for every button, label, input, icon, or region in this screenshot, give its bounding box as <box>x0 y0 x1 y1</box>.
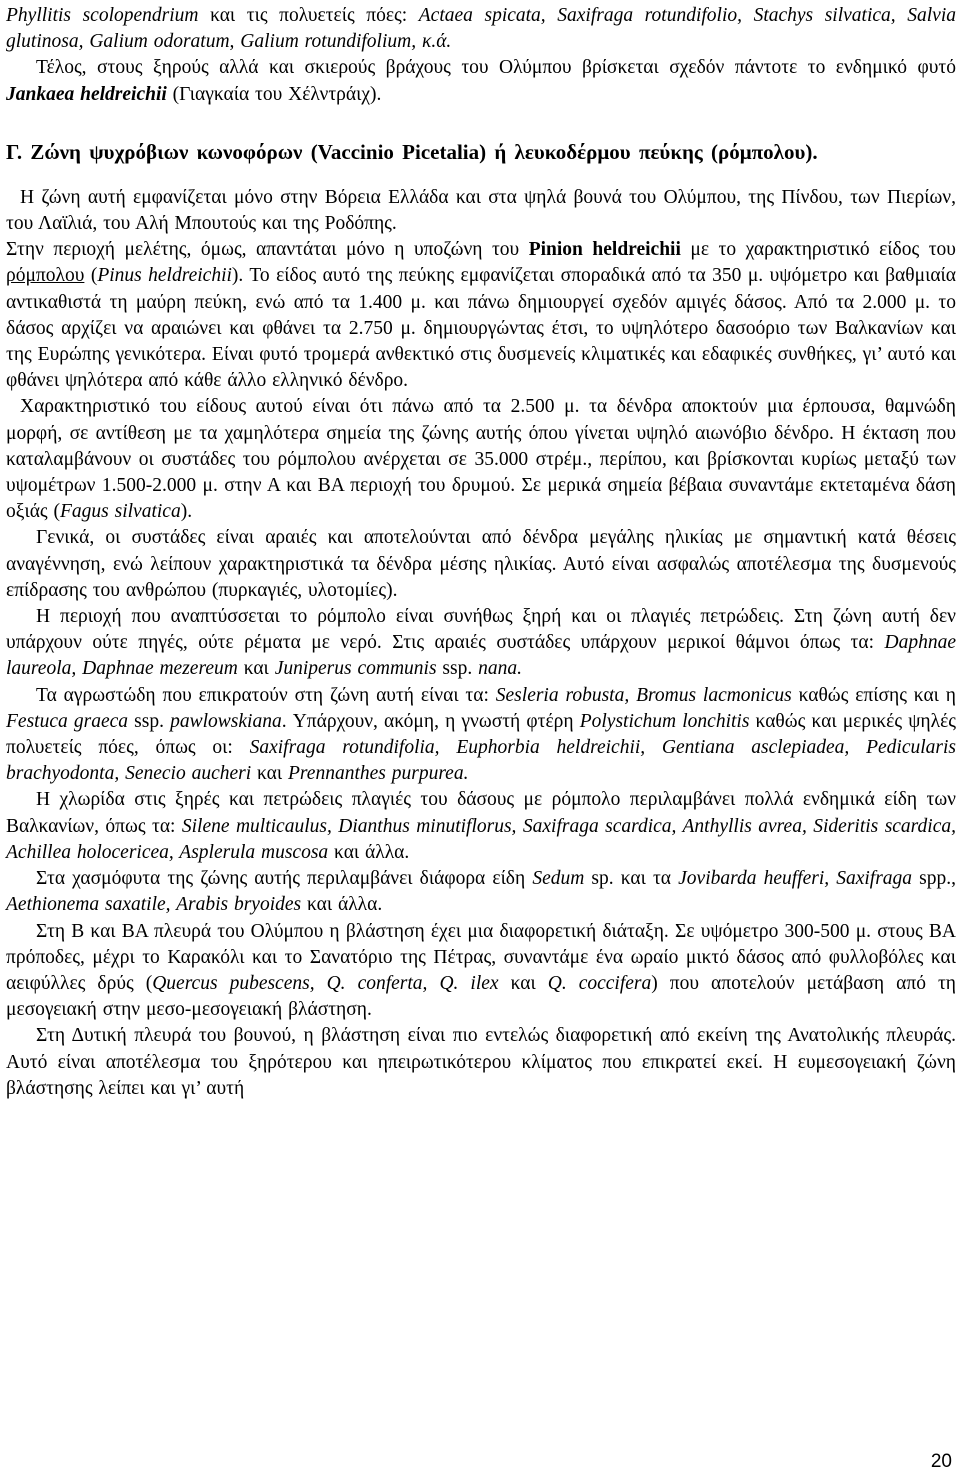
text-run: και <box>237 658 275 680</box>
text-run: ). Το είδος αυτό της πεύκης εμφανίζεται σποραδικά από τα 350 μ. υψόμετρο και βαθμιαία αντικαθιστά τη μαύρη πεύκη, ενώ από τα 1.400 μ. και πάνω δημιουργεί σχεδόν αμιγές δάσος. Από τα 2.000 μ. το δάσος αρχίζει να αραιώνει και φθάνει τα 2.750 μ. δημιουργώντας έτσι, το υψηλότερο δασοόριο των Βαλκανίων και της Ευρώπης γενικότερα. Είναι φυτό τρομερά ανθεκτικό στις δυσμενείς κλιματικές και εδαφικές συνθήκες, γι’ αυτό και φθάνει ψηλότερα από κάθε άλλο ελληνικό δένδρο. <box>6 265 956 392</box>
text-run: Τέλος, στους ξηρούς αλλά και σκιερούς βράχους του Ολύμπου βρίσκεται σχεδόν πάντοτε το ενδημικό φυτό <box>36 57 956 79</box>
species-name: Juniperus communis <box>274 658 437 680</box>
subzone-name: Pinion heldreichii <box>528 239 681 261</box>
text-run: . Υπάρχουν, ακόμη, η γνωστή φτέρη <box>281 710 580 732</box>
species-name: Q. coccifera <box>547 972 652 994</box>
text-run: ( <box>84 265 98 287</box>
page-number: 20 <box>930 1451 952 1472</box>
text-run: και άλλα. <box>301 894 383 916</box>
species-name: Fagus silvatica <box>60 501 181 523</box>
species-name: Phyllitis scolopendrium <box>6 5 199 26</box>
species-list: Aethionema saxatile, Arabis bryoides <box>6 894 302 916</box>
paragraph-stands: Γενικά, οι συστάδες είναι αραιές και αποτελούνται από δένδρα μεγάλης ηλικίας με σημαντική κατά θέσεις αναγέννηση, ενώ λείπουν χαρακτηριστικά τα δένδρα μέσης ηλικίας. Αυτό είναι ασφαλώς αποτέλεσμα της δυσμενούς επίδρασης του ανθρώπου (πυρκαγιές, υλοτομίες). <box>6 527 956 601</box>
paragraph-shrubs <box>6 604 956 683</box>
text-run: και τις πολυετείς πόες: <box>198 5 419 26</box>
text-run: spp., <box>912 868 957 890</box>
text-run: ) που αποτελούν μετάβαση από τη μεσογειακή στην μεσο-μεσογειακή βλάστηση. <box>6 972 956 1021</box>
text-run: Η περιοχή που αναπτύσσεται το ρόμπολο είναι συνήθως ξηρή και οι πλαγιές πετρώδεις. Στη ζώνη αυτή δεν υπάρχουν ούτε πηγές, ούτε ρέματα με νερό. Στις αραιές συστάδες υπάρχουν μερικοί θάμνοι όπως τα: <box>6 606 956 654</box>
species-list: Saxifraga rotundifolia, Euphorbia heldreichii, Gentiana asclepiadea, Pedicularis brachyodonta, Senecio aucheri <box>6 737 956 785</box>
paragraph-west-side: Στη Δυτική πλευρά του βουνού, η βλάστηση είναι πιο εντελώς διαφορετική από εκείνη της Ανατολικής πλευράς. Αυτό είναι αποτέλεσμα του ξηρότερου και ηπειρωτικότερου κλίματος που επικρατεί εκεί. Η ευμεσογειακή ζώνη βλάστησης λείπει και γι’ αυτή <box>6 1025 956 1099</box>
text-run: Η χλωρίδα στις ξηρές και πετρώδεις πλαγιές του δάσους με ρόμπολο περιλαμβάνει πολλά ενδημικά είδη των Βαλκανίων, όπως τα: <box>6 789 956 837</box>
text-run: sp. και τα <box>584 868 679 890</box>
text-run: και <box>498 972 548 994</box>
text-run: Χαρακτηριστικό του είδους αυτού είναι ότι πάνω από τα 2.500 μ. τα δένδρα αποκτούν μια έρπουσα, θαμνώδη μορφή, σε αντίθεση με τα χαμηλότερα σημεία της ζώνης αυτής όπου γίνεται υψηλό αιωνόβιο δένδρο. Η έκταση που καταλαμβάνουν οι συστάδες του ρόμπολου ανέρχεται σε 35.000 στρέμ., περίπου, και βρίσκονται κυρίως μεταξύ των υψομέτρων 1.500-2.000 μ. στην Α και ΒΑ περιοχή του δρυμού. Σε μερικά σημεία βέβαια συναντάμε εκτεταμένα δάση οξιάς ( <box>6 396 956 523</box>
species-list: Quercus pubescens, Q. conferta, Q. ilex <box>152 972 499 994</box>
text-run: ssp. <box>436 658 479 680</box>
text-run: (Γιαγκαία του Χέλντράιχ). <box>166 83 382 105</box>
species-list: Silene multicaulus, Dianthus minutiflorus, Saxifraga scardica, Anthyllis avrea, Sideritis scardica, Achillea holocericea, Asplerula muscosa <box>6 815 956 863</box>
text-run: με το χαρακτηριστικό είδος του <box>680 239 956 261</box>
paragraph-chasmophytes <box>6 866 956 918</box>
paragraph-north-side <box>6 919 956 1024</box>
species-name: Jankaea heldreichii <box>6 83 167 105</box>
paragraph-intro-species <box>6 3 956 55</box>
species-name: Sedum <box>532 868 585 890</box>
subspecies-name: nana. <box>478 658 522 680</box>
text-run: Στην περιοχή μελέτης, όμως, απαντάται μόνο η υποζώνη του <box>6 239 529 261</box>
subspecies-name: pawlowskiana <box>170 710 282 732</box>
text-run: Στη Β και ΒΑ πλευρά του Ολύμπου η βλάστηση έχει μια διαφορετική διάταξη. Σε υψόμετρο 300-500 μ. στους ΒΑ πρόποδες, μέχρι το Καρακόλι και το Σανατόριο της Πέτρας, συναντάμε ένα ωραίο μικτό δάσος από φυλλοβόλες και αειφύλλες δρύς ( <box>6 920 956 994</box>
text-run: ssp. <box>128 710 171 732</box>
species-name: Polystichum lonchitis <box>579 710 750 732</box>
species-list: Daphnae laureola, Daphnae mezereum <box>6 632 956 680</box>
text-run: καθώς επίσης και η <box>791 684 956 706</box>
text-run: και άλλα. <box>328 841 410 863</box>
text-run: ). <box>180 501 193 523</box>
paragraph-zone-description: Η ζώνη αυτή εμφανίζεται μόνο στην Βόρεια Ελλάδα και στα ψηλά βουνά του Ολύμπου, της Πίνδου, των Πιερίων, του Λαϊλιά, του Αλή Μπουτούς και της Ροδόπης. <box>6 186 956 235</box>
underlined-term: ρόμπολου <box>6 265 85 287</box>
paragraph-characteristic <box>6 394 956 525</box>
species-list: Sesleria robusta, Bromus lacmonicus <box>495 684 792 706</box>
paragraph-jankaea <box>6 55 956 107</box>
paragraph-flora <box>6 787 956 866</box>
paragraph-study-area <box>6 237 956 394</box>
species-list: Jovibarda heufferi, Saxifraga <box>678 868 913 890</box>
section-heading: Γ. Ζώνη ψυχρόβιων κωνοφόρων (Vaccinio Picetalia) ή λευκοδέρμου πεύκης (ρόμπολου). <box>6 139 818 164</box>
text-run: Στα χασμόφυτα της ζώνης αυτής περιλαμβάνει διάφορα είδη <box>36 868 533 890</box>
text-run: Τα αγρωστώδη που επικρατούν στη ζώνη αυτή είναι τα: <box>36 684 496 706</box>
species-list: Actaea spicata, Saxifraga rotundifolio, Stachys silvatica, Salvia glutinosa, Galium odoratum, Galium rotundifolium, κ.ά. <box>6 5 956 53</box>
document-page <box>6 0 956 1102</box>
text-run: καθώς και μερικές ψηλές πολυετείς πόες, όπως οι: <box>6 710 956 759</box>
species-name: Prennanthes purpurea. <box>288 763 469 785</box>
species-name: Festuca graeca <box>6 710 129 732</box>
paragraph-grasses <box>6 683 956 788</box>
text-run: και <box>251 763 289 785</box>
species-name: Pinus heldreichii <box>97 265 232 287</box>
